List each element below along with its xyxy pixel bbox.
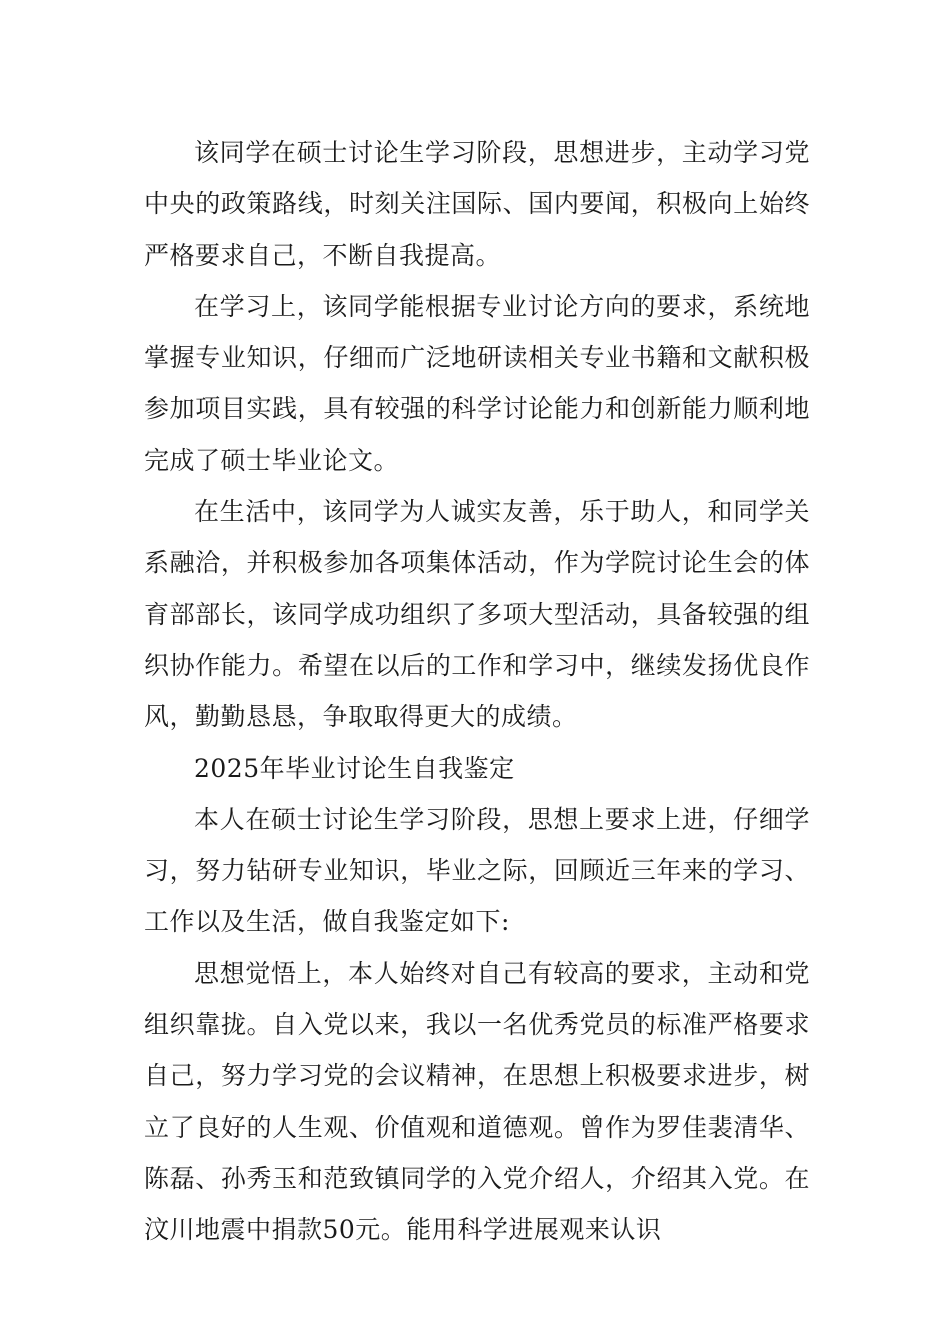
document-body bbox=[144, 127, 810, 1256]
paragraph-life: 在生活中，该同学为人诚实友善，乐于助人，和同学关系融洽，并积极参加各项集体活动，作为学院讨论生会的体育部部长，该同学成功组织了多项大型活动，具备较强的组织协作能力。希望在以后的工作和学习中，继续发扬优良作风，勤勤恳恳，争取取得更大的成绩。 bbox=[144, 497, 810, 732]
paragraph-self-intro: 本人在硕士讨论生学习阶段，思想上要求上进，仔细学习，努力钻研专业知识，毕业之际，回顾近三年来的学习、工作以及生活，做自我鉴定如下: bbox=[144, 804, 810, 937]
paragraph-study: 在学习上，该同学能根据专业讨论方向的要求，系统地掌握专业知识，仔细而广泛地研读相关专业书籍和文献积极参加项目实践，具有较强的科学讨论能力和创新能力顺利地完成了硕士毕业论文。 bbox=[144, 291, 810, 475]
paragraph-ideology: 该同学在硕士讨论生学习阶段，思想进步，主动学习党中央的政策路线，时刻关注国际、国内要闻，积极向上始终严格要求自己，不断自我提高。 bbox=[144, 138, 810, 270]
paragraph-political-awareness: 思想觉悟上，本人始终对自己有较高的要求，主动和党组织靠拢。自入党以来，我以一名优秀党员的标准严格要求自己，努力学习党的会议精神，在思想上积极要求进步，树立了良好的人生观、价值观和道德观。曾作为罗佳裴清华、陈磊、孙秀玉和范致镇同学的入党介绍人，介绍其入党。在汶川地震中捐款50元。能用科学进展观来认识 bbox=[144, 958, 810, 1245]
section-heading: 2025年毕业讨论生自我鉴定 bbox=[194, 753, 515, 783]
